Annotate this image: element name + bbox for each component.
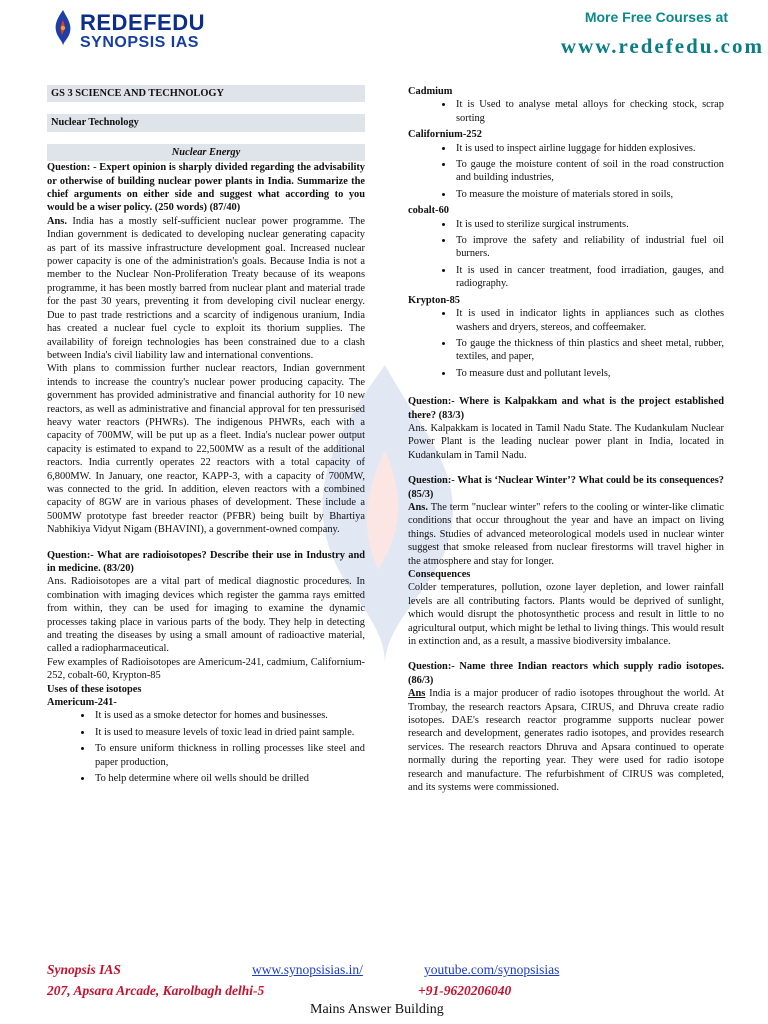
answer-3: Ans. Kalpakkam is located in Tamil Nadu State. The Kudankulam Nuclear Power Plant is the leading nuclear power plant in India, located in Kudankulam in Tamil Nadu. bbox=[408, 422, 724, 461]
question-2: Question:- What are radioisotopes? Describe their use in Industry and in medicine. (83/20) bbox=[47, 549, 365, 574]
list-item: • It is Used to analyse metal alloys for checking stock, scrap sorting bbox=[454, 98, 724, 125]
consequences-text: Colder temperatures, pollution, ozone layer depletion, and lower rainfall levels are all contributing factors. Plants would be deprived of sunlight, which would disrupt the photosynthetic process and result in little to no agricultural output, which might be lethal to living things. This would result in extinction and, as a result, a massive biodiversity imbalance. bbox=[408, 582, 724, 648]
list-item: • To ensure uniform thickness in rolling processes like steel and paper production, bbox=[93, 742, 365, 769]
list-item: • It is used as a smoke detector for homes and businesses. bbox=[93, 709, 365, 722]
californium-heading: Californium-252 bbox=[408, 129, 482, 141]
logo-title: REDEFEDU bbox=[80, 10, 206, 35]
cobalt-heading: cobalt-60 bbox=[408, 205, 449, 217]
footer-tagline: Mains Answer Building bbox=[310, 1002, 444, 1017]
answer-2-para-2: Few examples of Radioisotopes are Americum-241, cadmium, Californium-252, cobalt-60, Krypton-85 bbox=[47, 656, 365, 682]
topic-heading: Nuclear Energy bbox=[47, 144, 365, 161]
list-item: • To measure dust and pollutant levels, bbox=[454, 367, 724, 380]
answer-1-para-2: With plans to commission further nuclear reactors, Indian government intends to increase the country's nuclear power producing capacity. The government has provided administrative and financial authority for 10 new reactors, as well as administrative and financial approval for ten pressurised heavy water reactors (PHWRs). The indigenous PHWRs, each with a capacity of 700MW, will be put up as a fleet. India's nuclear power output capacity is estimated to expand to 22,500MW as a result of the additional reactors. India currently operates 22 reactors with a total capacity of 6,800MW. In January, one reactor, KAPP-3, with a capacity of 700MW, was connected to the grid. In addition, eleven reactors with a combined capacity of 8GW are in various phases of development. These include a 500MW prototype fast breeder reactor (PFBR) being built by Bhartiya Nabhikiya Vidyut Nigam (BHAVINI), a government-owned company. bbox=[47, 363, 365, 536]
brand-logo bbox=[52, 8, 252, 54]
list-item: • It is used in indicator lights in appliances such as clothes washers and dryers, stereos, and coffeemaker. bbox=[454, 307, 724, 334]
list-item: • It is used to sterilize surgical instruments. bbox=[454, 218, 724, 231]
footer-youtube-link[interactable]: youtube.com/synopsisias bbox=[424, 962, 560, 977]
list-item: • It is used to inspect airline luggage for hidden explosives. bbox=[454, 142, 724, 155]
question-5: Question:- Name three Indian reactors which supply radio isotopes. (86/3) bbox=[408, 661, 724, 686]
question-3: Question:- Where is Kalpakkam and what is the project established there? (83/3) bbox=[408, 396, 724, 421]
answer-4: Ans. The term "nuclear winter" refers to the cooling or winter-like climatic conditions that occur throughout the year and have an impact on living things. Studies of advanced meteorological models used in nuclear winter suggest that smoke released from nuclear firestorms will travel higher in the atmosphere and stay for longer. bbox=[408, 501, 724, 567]
answer-2-para-1: Ans. Radioisotopes are a vital part of medical diagnostic procedures. In combination with imaging devices which register the gamma rays emitted from within, they can be used for imaging to examine the dynamic processes taking place in various parts of the body. They help in detecting and treating the diseases by using a small amount of radioactive material, called a radiopharmaceutical. bbox=[47, 576, 365, 655]
list-item: • It is used in cancer treatment, food irradiation, gauges, and radiography. bbox=[454, 264, 724, 291]
americum-heading: Americum-241- bbox=[47, 697, 117, 709]
list-item: • To improve the safety and reliability of industrial fuel oil burners. bbox=[454, 234, 724, 261]
question-1: Question: - Expert opinion is sharply divided regarding the advisability or otherwise of building nuclear power plants in India. Summarize the chief arguments on either side and suggest what according to you would be a wiser policy. (250 words) (87/40) bbox=[47, 162, 365, 214]
website-link[interactable]: www.redefedu.com bbox=[560, 34, 764, 58]
californium-list bbox=[408, 142, 724, 202]
krypton-heading: Krypton-85 bbox=[408, 294, 460, 306]
logo-flame-icon bbox=[52, 8, 74, 48]
list-item: • To measure the moisture of materials stored in soils, bbox=[454, 188, 724, 201]
list-item: • To help determine where oil wells should be drilled bbox=[93, 772, 365, 785]
list-item: • To gauge the moisture content of soil in the road construction and building industries, bbox=[454, 158, 724, 185]
cadmium-heading: Cadmium bbox=[408, 86, 453, 97]
subsection-heading: Nuclear Technology bbox=[47, 114, 365, 131]
right-column bbox=[408, 85, 724, 795]
logo-subtitle: SYNOPSIS IAS bbox=[80, 34, 199, 51]
list-item: • It is used to measure levels of toxic lead in dried paint sample. bbox=[93, 726, 365, 739]
footer-phone: +91-9620206040 bbox=[418, 983, 512, 998]
question-4: Question:- What is ‘Nuclear Winter’? What could be its consequences? (85/3) bbox=[408, 475, 724, 500]
left-column bbox=[47, 85, 365, 789]
consequences-heading: Consequences bbox=[408, 569, 471, 580]
section-heading: GS 3 SCIENCE AND TECHNOLOGY bbox=[47, 85, 365, 102]
footer-website-link[interactable]: www.synopsisias.in/ bbox=[252, 962, 363, 977]
list-item: • To gauge the thickness of thin plastics and sheet metal, rubber, textiles, and paper, bbox=[454, 337, 724, 364]
footer-brand: Synopsis IAS bbox=[47, 962, 121, 977]
cobalt-list bbox=[408, 218, 724, 291]
answer-1-para-1: Ans. India has a mostly self-sufficient nuclear power programme. The Indian government is dedicated to developing nuclear generating capacity as part of its massive infrastructure development goal. Increased nuclear power capacity is one of the administration's goals. Because India is not a member to the Nuclear Non-Proliferation Treaty because of its weapons programme, it has been mostly barred from nuclear plant and material trade for the past 30 years, preventing it from developing civil nuclear energy. Due to past trade restrictions and a scarcity of indigenous uranium, India has created a nuclear fuel cycle to exploit its thorium supplies. The availability of foreign technologies has been constrained due to a clash between India's civil liability law and international conventions. bbox=[47, 215, 365, 361]
krypton-list bbox=[408, 307, 724, 380]
cadmium-list bbox=[408, 98, 724, 125]
americum-list bbox=[47, 709, 365, 785]
promo-text: More Free Courses at bbox=[584, 9, 728, 25]
uses-heading: Uses of these isotopes bbox=[47, 683, 142, 695]
answer-5: Ans India is a major producer of radio isotopes throughout the world. At Trombay, the research reactors Apsara, CIRUS, and Dhruva create radio isotopes. DAE's research reactor programme supports nuclear power research and development, generates radio isotopes, and provides research services. The research reactors Dhruva and Apsara continued to operate normally during the reporting year. They were used for radio isotope research and manufacture. The refurbishment of CIRUS was completed, and its systems were commissioned. bbox=[408, 688, 724, 794]
footer-address: 207, Apsara Arcade, Karolbagh delhi-5 bbox=[47, 983, 265, 998]
